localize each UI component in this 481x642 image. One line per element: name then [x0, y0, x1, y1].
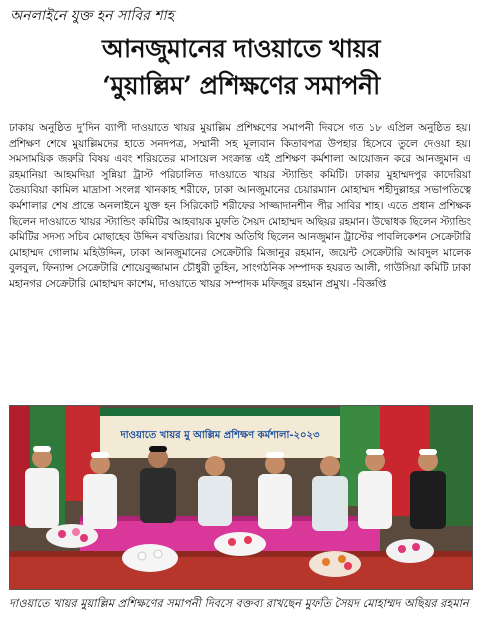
banner-text: দাওয়াতে খায়র মু আল্লিম প্রশিক্ষণ কর্মশালা-২০২৩ — [120, 430, 320, 441]
article-body: ঢাকায় অনুষ্ঠিত দু’দিন ব্যাপী দাওয়াতে খায়র মুয়াল্লিম প্রশিক্ষণের সমাপনী দিবসে গত ১৮ এপ্রিল অনুষ্ঠিত হয়। প্রশিক্ষণ শেষে মুয়াল্লিমদের হাতে সনদপত্র, সম্মানী সহ মূল্যবান কিতাবপত্র উপহার হিসেবে তুলে দেওয়া হয়। সমসাময়িক জরুরি বিষয় এবং শরিয়তের মাসায়েল সংক্রান্ত এই প্রশিক্ষণ কর্মশালা আয়োজন করে আনজুমান এ রহমানিয়া আহমদিয়া সুন্নিয়া ট্রাস্ট পরিচালিত দাওয়াতে খায়র স্ট্যান্ডিং কমিটি। ঢাকার মুহাম্মদপুর কাদেরিয়া তৈয়্যবিয়া কামিল মাদ্রাসা সংলগ্ন খানকাহ শরীফে, ঢাকা আনজুমানের চেয়ারম্যান মোহাম্মদ শহীদুল্লাহর সভাপতিত্বে কর্মশালার শেষ প্রান্তে অনলাইনে যুক্ত হন সিরিকোট শরীফের সাজ্জাদানশীন পীর সাবির শাহ। এতে প্রধান প্রশিক্ষক ছিলেন দাওয়াতে খায়র স্ট্যান্ডিং কমিটির আহবায়ক মুফতি সৈয়দ মোহাম্মদ অছিয়র রহমান। উদ্বোধক ছিলেন স্ট্যান্ডিং কমিটির সদস্য সচিব মোছাহেব উদ্দিন বখতিয়ার। বিশেষ অতিথি ছিলেন আনজুমান ট্রাস্টের পাবলিকেশন সেক্রেটারি মোহাম্মদ গোলাম মহিউদ্দিন, ঢাকা আনজুমানের সেক্রেটারি মিজানুর রহমান, জয়েন্ট সেক্রেটারি আবদুল মালেক বুলবুল, ফিন্যান্স সেক্রেটারি শোয়েবুজ্জামান চৌধুরী তুহিন, সাংগঠনিক সম্পাদক হযরত আলী, গাউসিয়া কমিটি ঢাকা মহানগর সেক্রেটারি মোহাম্মদ কাশেম, দাওয়াতে খায়র সম্পাদক মফিজুর রহমান প্রমুখ। -বিজ্ঞপ্তি — [9, 122, 471, 290]
photo-caption: দাওয়াতে খায়র মুয়াল্লিম প্রশিক্ষণের সমাপনী দিবসে বক্তব্য রাখছেন মুফতি সৈয়দ মোহাম্মদ অছিয়র রহমান — [9, 597, 469, 610]
headline-line-2: ‘মুয়াল্লিম’ প্রশিক্ষণের সমাপনী — [102, 71, 380, 100]
event-photo — [9, 405, 473, 590]
headline — [8, 30, 474, 104]
kicker: অনলাইনে যুক্ত হন সাবির শাহ — [10, 8, 174, 24]
headline-line-1: আনজুমানের দাওয়াতে খায়র — [102, 34, 380, 63]
